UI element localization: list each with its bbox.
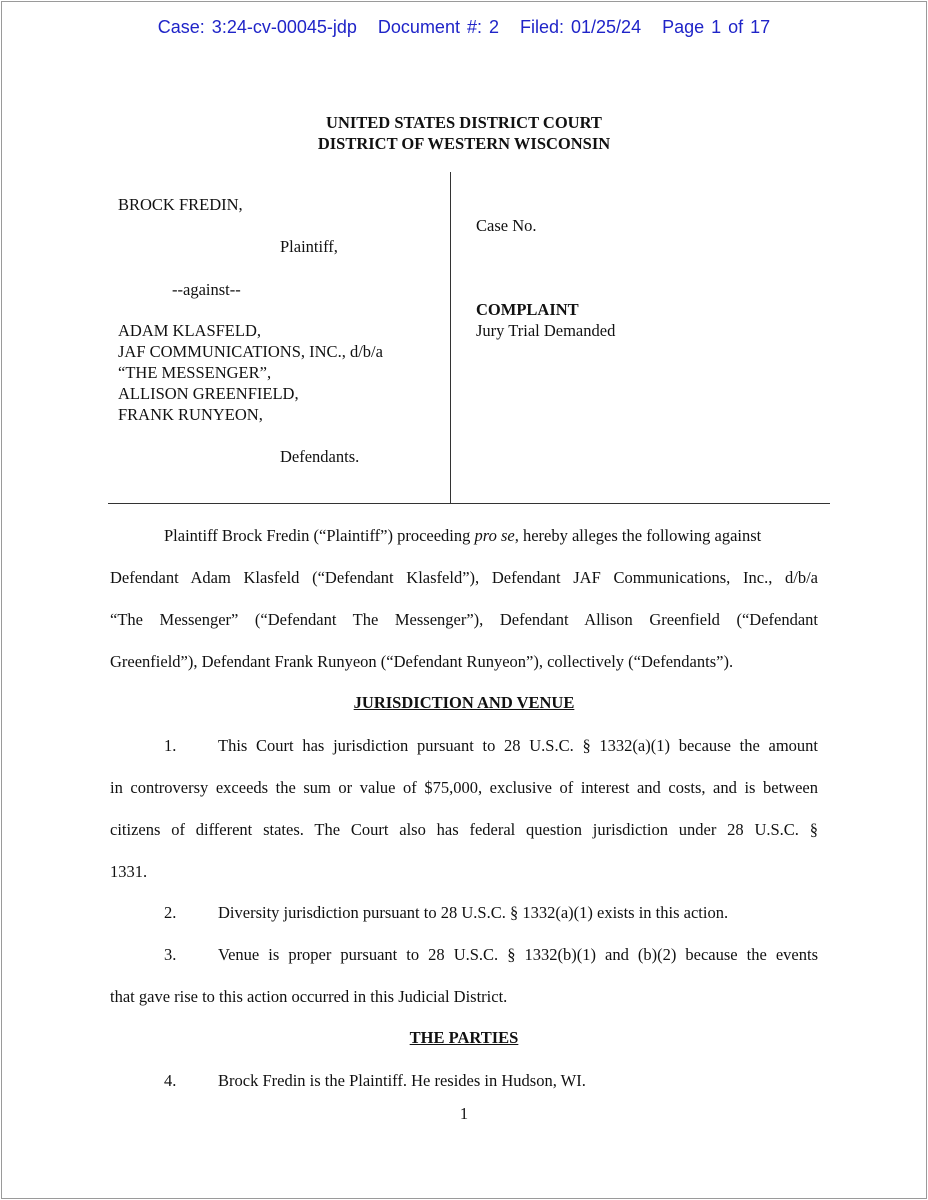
pro-se-italic: pro se: [474, 526, 515, 545]
paragraph-line: This Court has jurisdiction pursuant to 28 U.S.C. § 1332(a)(1) because the amount: [218, 736, 818, 755]
paragraph-number: 2.: [164, 903, 177, 922]
against-label: --against--: [172, 280, 241, 299]
case-caption: [108, 172, 830, 504]
case-number: Case: 3:24-cv-00045-jdp: [157, 17, 357, 37]
defendant-line: “THE MESSENGER”,: [118, 363, 272, 382]
paragraph-number: 1.: [164, 736, 177, 755]
plaintiff-name: BROCK FREDIN,: [118, 195, 243, 214]
paragraph-line: citizens of different states. The Court also has federal question jurisdiction under 28 U.S.C. §: [110, 820, 818, 839]
intro-line-4: Greenfield”), Defendant Frank Runyeon (“Defendant Runyeon”), collectively (“Defendants”).: [110, 652, 734, 671]
defendant-line: FRANK RUNYEON,: [118, 405, 263, 424]
ecf-header: [0, 17, 928, 38]
case-no-label: Case No.: [476, 216, 537, 235]
complaint-title: COMPLAINT: [476, 300, 579, 319]
caption-divider-horizontal: [108, 503, 830, 504]
filed-date: Filed: 01/25/24: [520, 17, 642, 37]
paragraph-number: 4.: [164, 1071, 177, 1090]
court-line-2: DISTRICT OF WESTERN WISCONSIN: [317, 134, 611, 153]
caption-divider-vertical: [450, 172, 451, 504]
intro-line-1: Plaintiff Brock Fredin (“Plaintiff”) proceeding pro se, hereby alleges the following against: [164, 526, 762, 545]
paragraph-line: that gave rise to this action occurred in this Judicial District.: [110, 987, 508, 1006]
defendants-label: Defendants.: [280, 447, 360, 466]
jury-demand: Jury Trial Demanded: [476, 321, 616, 340]
paragraph-line: Brock Fredin is the Plaintiff. He resides in Hudson, WI.: [218, 1071, 586, 1090]
defendant-line: ADAM KLASFELD,: [118, 321, 262, 340]
paragraph-number: 3.: [164, 945, 177, 964]
page-number: 1: [459, 1104, 469, 1123]
section-heading-parties: THE PARTIES: [409, 1028, 519, 1047]
paragraph-line: in controversy exceeds the sum or value of $75,000, exclusive of interest and costs, and is between: [110, 778, 818, 797]
page-count: Page 1 of 17: [662, 17, 771, 37]
document-number: Document #: 2: [377, 17, 499, 37]
defendant-line: JAF COMMUNICATIONS, INC., d/b/a: [118, 342, 383, 361]
court-title: [0, 112, 928, 154]
paragraph-line: Venue is proper pursuant to 28 U.S.C. § 1332(b)(1) and (b)(2) because the events: [218, 945, 818, 964]
section-heading-jurisdiction: JURISDICTION AND VENUE: [353, 693, 575, 712]
defendant-line: ALLISON GREENFIELD,: [118, 384, 299, 403]
paragraph-line: Diversity jurisdiction pursuant to 28 U.S.C. § 1332(a)(1) exists in this action.: [218, 903, 729, 922]
court-line-1: UNITED STATES DISTRICT COURT: [326, 113, 602, 132]
intro-line-3: “The Messenger” (“Defendant The Messenger”), Defendant Allison Greenfield (“Defendant: [110, 610, 818, 629]
intro-line-2: Defendant Adam Klasfeld (“Defendant Klasfeld”), Defendant JAF Communications, Inc., d/b/a: [110, 568, 818, 587]
plaintiff-label: Plaintiff,: [280, 237, 338, 256]
paragraph-line: 1331.: [110, 862, 148, 881]
